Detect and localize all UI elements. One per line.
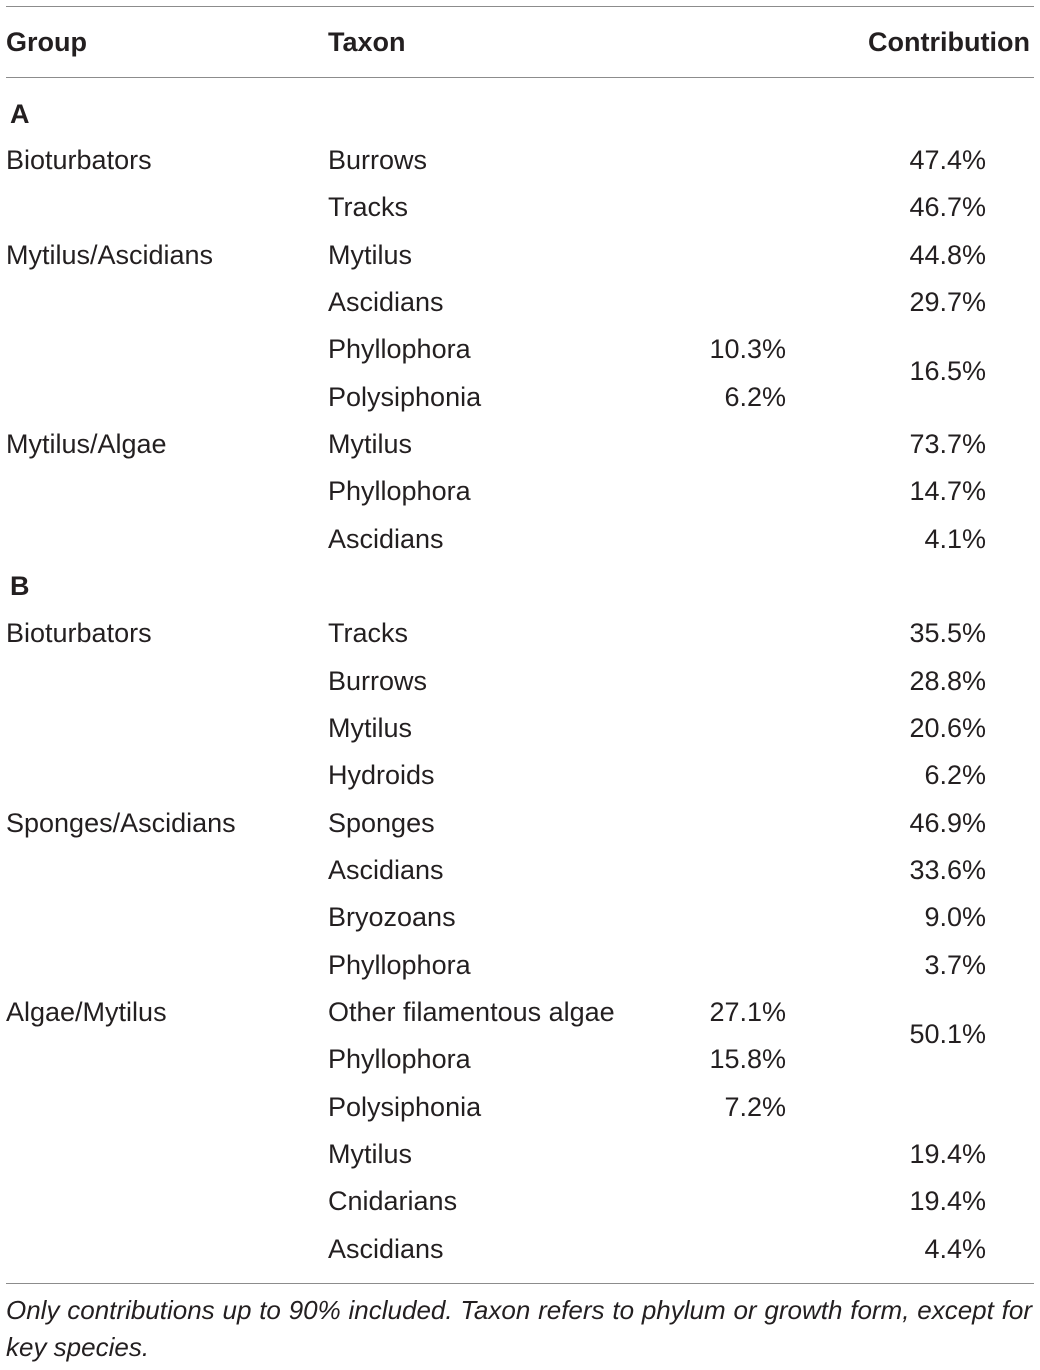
group-bioturbators-a: Bioturbators <box>6 145 152 175</box>
contribution-cell: 46.9% <box>909 808 986 838</box>
combined-contribution-cell: 50.1% <box>909 1019 986 1049</box>
taxon-cell: Ascidians <box>328 855 444 885</box>
taxon-cell: Ascidians <box>328 1234 444 1264</box>
contribution-cell: 9.0% <box>924 902 986 932</box>
contribution-cell: 19.4% <box>909 1139 986 1169</box>
taxon-cell: Polysiphonia <box>328 1092 482 1122</box>
taxon-cell: Ascidians <box>328 524 444 554</box>
table-bottom-rule <box>6 1283 1034 1284</box>
sub-contribution-cell: 6.2% <box>724 382 786 412</box>
group-mytilus-algae: Mytilus/Algae <box>6 429 167 459</box>
taxon-cell: Mytilus <box>328 240 413 270</box>
taxon-cell: Tracks <box>328 618 408 648</box>
taxon-cell: Polysiphonia <box>328 382 482 412</box>
group-bioturbators-b: Bioturbators <box>6 618 152 648</box>
sub-contribution-cell: 10.3% <box>709 334 786 364</box>
header-contribution: Contribution <box>868 27 1030 57</box>
taxon-cell: Cnidarians <box>328 1186 458 1216</box>
contribution-cell: 14.7% <box>909 476 986 506</box>
contribution-cell: 19.4% <box>909 1186 986 1216</box>
section-label-b: B <box>10 571 30 601</box>
combined-contribution-cell: 16.5% <box>909 356 986 386</box>
taxon-cell: Burrows <box>328 145 428 175</box>
taxon-cell: Sponges <box>328 808 435 838</box>
group-algae-mytilus: Algae/Mytilus <box>6 997 167 1027</box>
sub-contribution-cell: 7.2% <box>724 1092 786 1122</box>
taxon-cell: Bryozoans <box>328 902 456 932</box>
header-taxon: Taxon <box>328 27 406 57</box>
taxon-cell: Ascidians <box>328 287 444 317</box>
taxon-cell: Phyllophora <box>328 476 471 506</box>
taxon-cell: Phyllophora <box>328 1044 471 1074</box>
contribution-cell: 46.7% <box>909 192 986 222</box>
header-group: Group <box>6 27 87 57</box>
contribution-cell: 6.2% <box>924 760 986 790</box>
contribution-cell: 4.4% <box>924 1234 986 1264</box>
contribution-cell: 47.4% <box>909 145 986 175</box>
group-sponges-ascidians: Sponges/Ascidians <box>6 808 236 838</box>
contribution-cell: 73.7% <box>909 429 986 459</box>
taxon-cell: Tracks <box>328 192 408 222</box>
contribution-cell: 20.6% <box>909 713 986 743</box>
header-rule <box>6 77 1034 78</box>
contribution-cell: 44.8% <box>909 240 986 270</box>
contribution-cell: 28.8% <box>909 666 986 696</box>
taxon-cell: Mytilus <box>328 713 413 743</box>
taxon-cell: Burrows <box>328 666 428 696</box>
section-label-a: A <box>10 99 30 129</box>
contribution-cell: 33.6% <box>909 855 986 885</box>
taxon-cell: Other filamentous algae <box>328 997 615 1027</box>
sub-contribution-cell: 15.8% <box>709 1044 786 1074</box>
sub-contribution-cell: 27.1% <box>709 997 786 1027</box>
contribution-cell: 3.7% <box>924 950 986 980</box>
table-footnote: Only contributions up to 90% included. Taxon refers to phylum or growth form, except for key species. <box>6 1295 1032 1362</box>
taxon-cell: Mytilus <box>328 1139 413 1169</box>
table-top-rule <box>6 6 1034 7</box>
contribution-cell: 29.7% <box>909 287 986 317</box>
taxon-cell: Phyllophora <box>328 334 471 364</box>
taxon-cell: Phyllophora <box>328 950 471 980</box>
group-mytilus-ascidians: Mytilus/Ascidians <box>6 240 214 270</box>
contribution-cell: 35.5% <box>909 618 986 648</box>
taxon-cell: Hydroids <box>328 760 435 790</box>
contribution-cell: 4.1% <box>924 524 986 554</box>
taxon-cell: Mytilus <box>328 429 413 459</box>
